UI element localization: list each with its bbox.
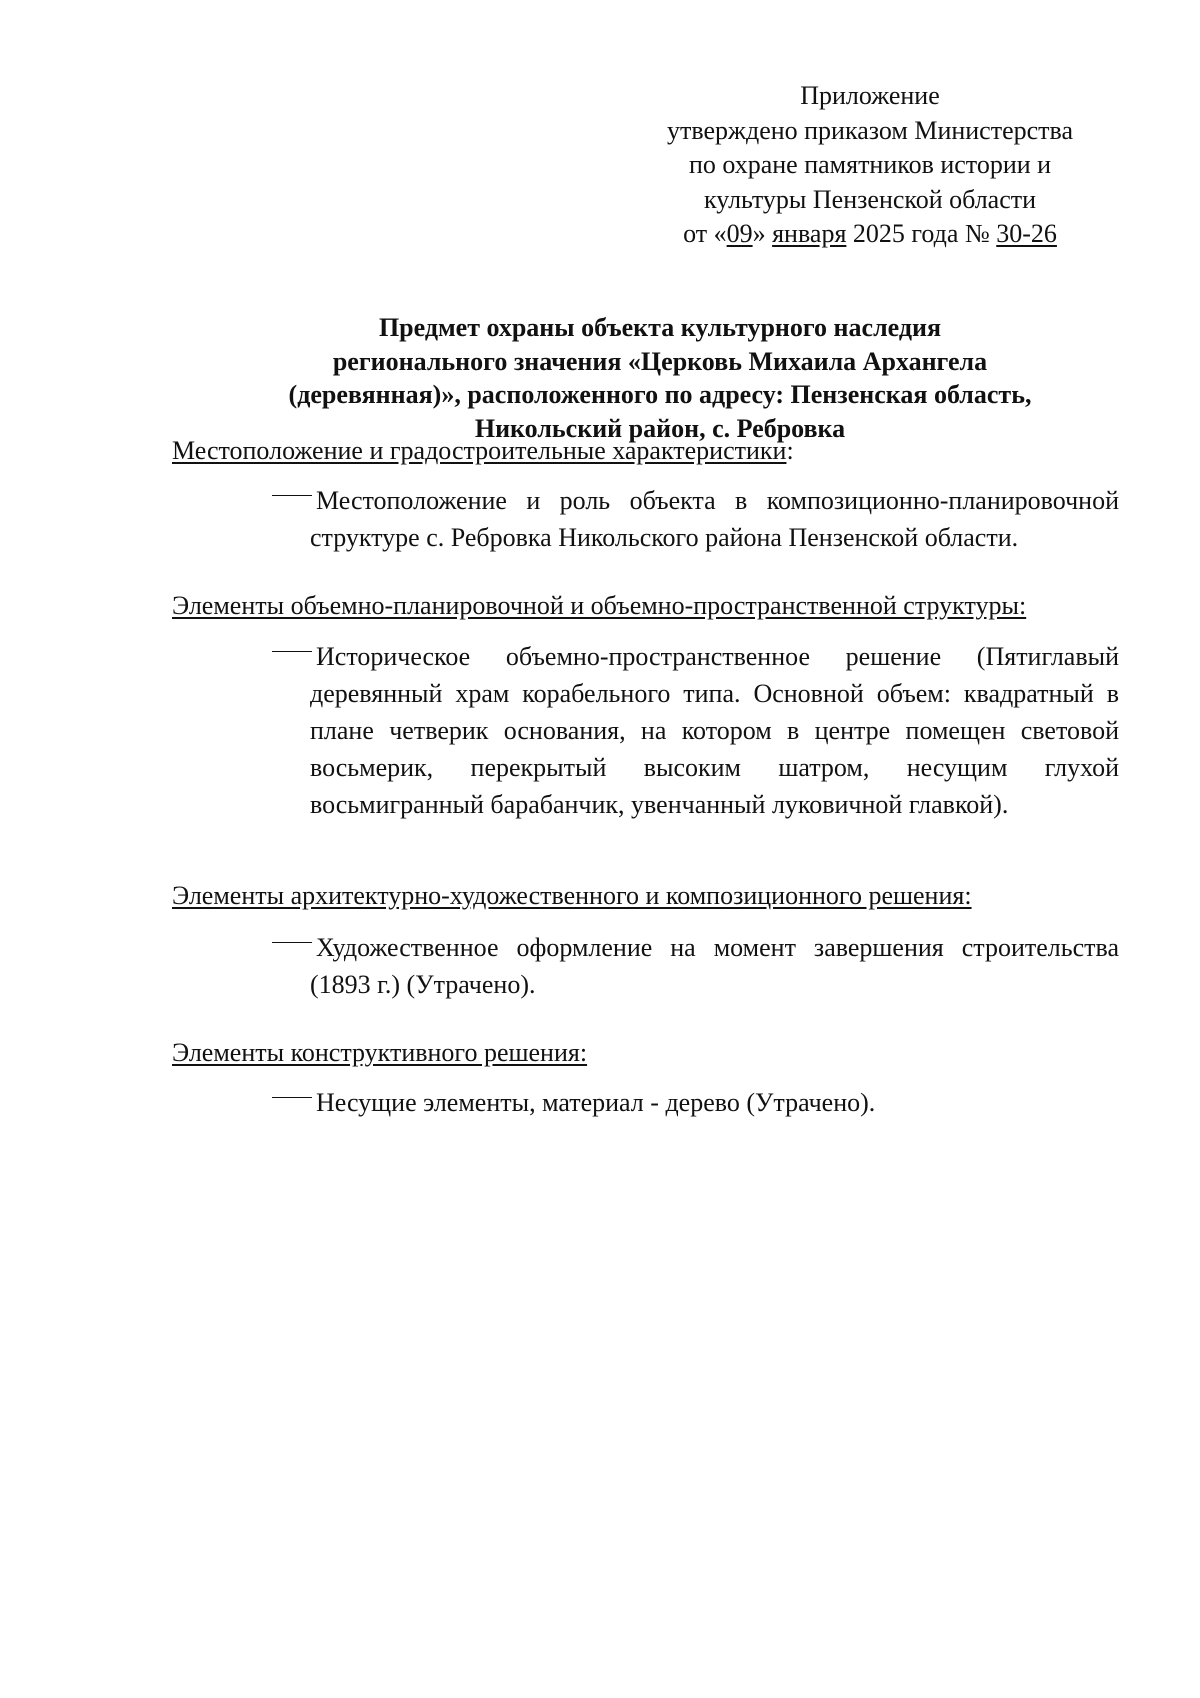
em-dash-marker <box>272 495 312 496</box>
section-item-spatial-structure <box>272 638 1119 823</box>
order-month: января <box>772 219 847 248</box>
section-item-spatial-structure-text: Историческое объемно-пространственное решение (Пятиглавый деревянный храм корабельного типа. Основной объем: квадратный в плане четверик основания, на котором в центре помещен световой восьмерик, перекрытый высоким шатром, несущим глухой восьмигранный барабанчик, увенчанный луковичной главкой). <box>310 642 1119 819</box>
section-item-structural-solution-text: Несущие элементы, материал - дерево (Утрачено). <box>316 1088 876 1117</box>
section-item-artistic-solution <box>272 929 1119 1003</box>
header-line-approved: утверждено приказом Министерства <box>666 115 1074 145</box>
document-title <box>230 311 1090 445</box>
section-item-location-text: Местоположение и роль объекта в композиционно-планировочной структуре с. Ребровка Никольского района Пензенской области. <box>310 486 1119 552</box>
title-line-1: Предмет охраны объекта культурного наследия <box>378 313 942 342</box>
title-line-4: Никольский район, с. Ребровка <box>474 413 846 443</box>
order-year: 2025 года № <box>846 219 997 248</box>
section-item-structural-solution-body <box>272 1084 1119 1121</box>
section-heading-location-colon: : <box>786 436 794 465</box>
date-mid: » <box>752 219 773 248</box>
order-day: 09 <box>726 219 753 248</box>
section-heading-artistic-solution: Элементы архитектурно-художественного и композиционного решения: <box>172 881 972 910</box>
header-line-region: культуры Пензенской области <box>703 184 1037 214</box>
section-item-spatial-structure-body <box>272 638 1119 823</box>
header-line-order-date <box>640 217 1100 252</box>
approval-header <box>640 79 1100 252</box>
section-heading-structural-solution: Элементы конструктивного решения: <box>172 1038 588 1067</box>
header-line-ministry: по охране памятников истории и <box>688 150 1052 179</box>
title-line-2: регионального значения «Церковь Михаила Архангела <box>332 346 988 376</box>
section-item-location <box>272 482 1119 556</box>
section-item-artistic-solution-text: Художественное оформление на момент завершения строительства (1893 г.) (Утрачено). <box>310 933 1119 999</box>
section-item-artistic-solution-body <box>272 929 1119 1003</box>
em-dash-marker <box>272 651 312 652</box>
section-item-location-body <box>272 482 1119 556</box>
title-line-3: (деревянная)», расположенного по адресу: Пензенская область, <box>288 380 1032 409</box>
date-prefix: от « <box>683 219 727 248</box>
section-item-structural-solution <box>272 1084 1119 1121</box>
em-dash-marker <box>272 942 312 943</box>
section-heading-location <box>172 434 794 468</box>
em-dash-marker <box>272 1097 312 1098</box>
header-line-appendix: Приложение <box>800 81 940 110</box>
order-number: 30-26 <box>996 219 1057 248</box>
section-heading-spatial-structure: Элементы объемно-планировочной и объемно-пространственной структуры: <box>172 591 1027 620</box>
section-heading-location-text: Местоположение и градостроительные характеристики <box>172 436 787 465</box>
